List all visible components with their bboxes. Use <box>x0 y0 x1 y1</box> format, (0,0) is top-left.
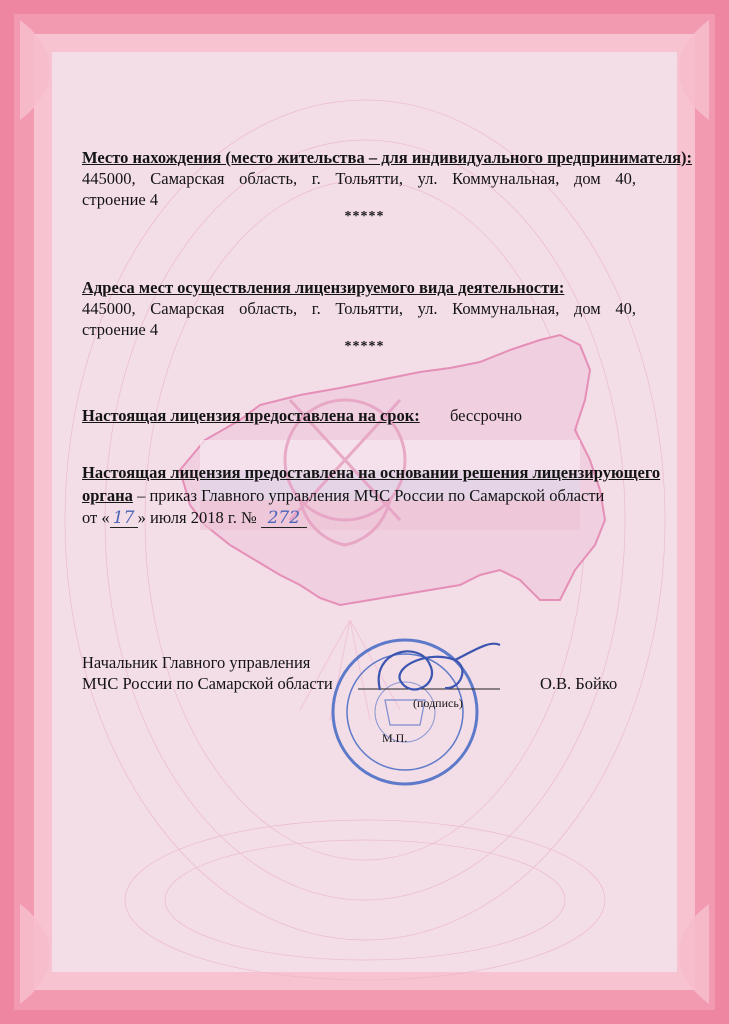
basis-line3 <box>82 507 307 528</box>
term-value: бессрочно <box>450 406 523 425</box>
basis-line2 <box>82 485 604 506</box>
activity-address-heading: Адреса мест осуществления лицензируемого вида деятельности: <box>82 278 565 297</box>
location-address-line1: 445000, Самарская область, г. Тольятти, ул. Коммунальная, дом 40, <box>82 169 636 188</box>
location-address-line2: строение 4 <box>82 190 159 209</box>
basis-heading-line1: Настоящая лицензия предоставлена на основании решения лицензирующего <box>82 463 661 482</box>
handwritten-number: 272 <box>261 510 307 528</box>
signer-position-line2: МЧС России по Самарской области <box>82 674 333 693</box>
stamp-place-mark: М.П. <box>382 731 408 745</box>
term-label: Настоящая лицензия предоставлена на срок: <box>82 406 420 425</box>
basis-organ: органа <box>82 486 133 505</box>
basis-dash: – <box>137 486 146 505</box>
signer-name: О.В. Бойко <box>540 674 618 693</box>
activity-address-line2: строение 4 <box>82 320 159 339</box>
basis-from: от « <box>82 508 110 527</box>
basis-month-year: » июля 2018 г. № <box>137 508 257 527</box>
activity-address-line1: 445000, Самарская область, г. Тольятти, ул. Коммунальная, дом 40, <box>82 299 636 318</box>
location-heading: Место нахождения (место жительства – для индивидуального предпринимателя): <box>82 148 693 167</box>
separator-1: ***** <box>344 209 385 224</box>
signature-caption: (подпись) <box>413 696 463 710</box>
handwritten-day: 17 <box>110 510 138 528</box>
separator-2: ***** <box>344 339 385 354</box>
signer-position-line1: Начальник Главного управления <box>82 653 311 672</box>
basis-order-text: приказ Главного управления МЧС России по Самарской области <box>149 486 605 505</box>
